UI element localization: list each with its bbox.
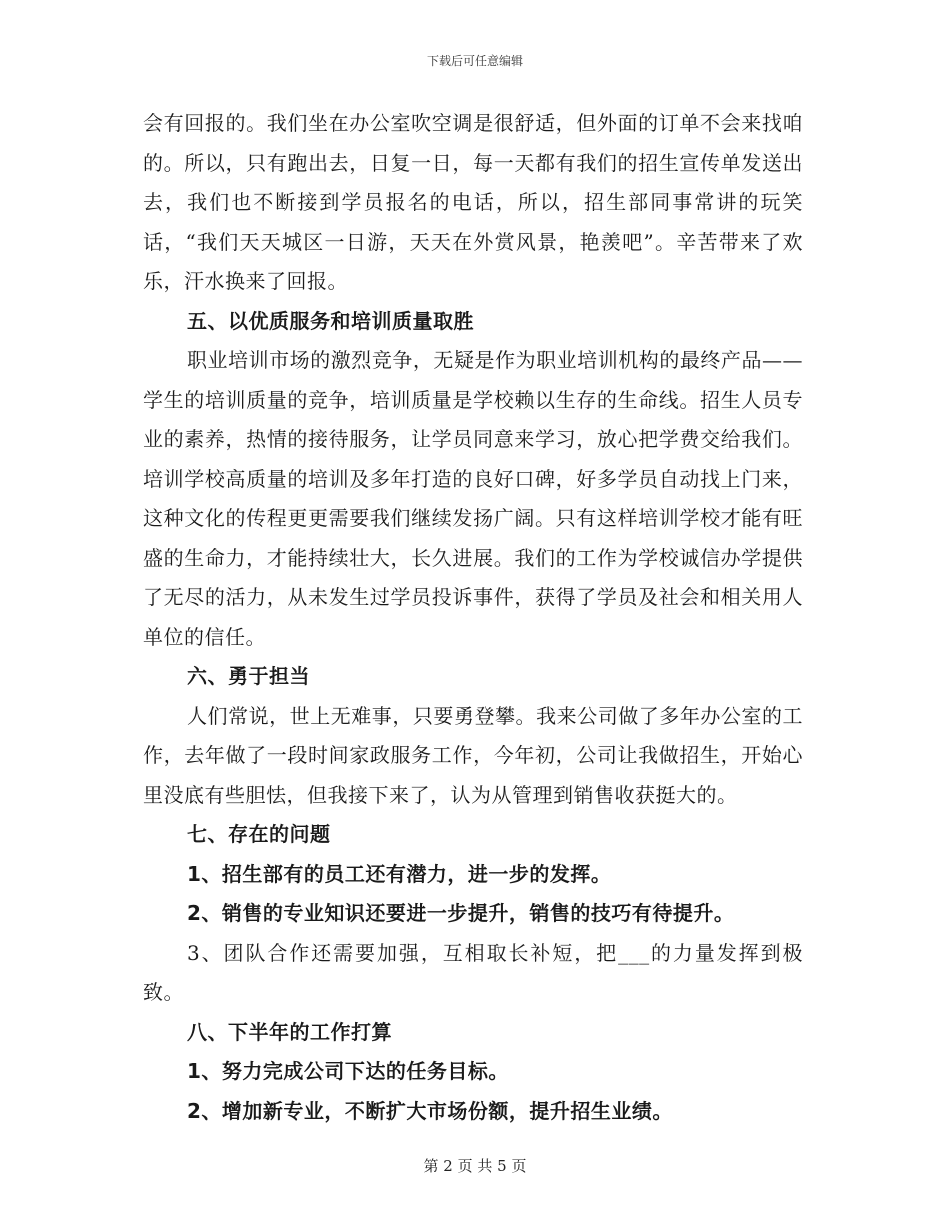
plan-item-1: 1、努力完成公司下达的任务目标。 xyxy=(187,1059,509,1083)
section-heading-6: 六、勇于担当 xyxy=(187,664,310,688)
section-heading-7: 七、存在的问题 xyxy=(187,822,331,846)
document-body xyxy=(143,104,803,1131)
plan-item-2: 2、增加新专业，不断扩大市场份额，提升招生业绩。 xyxy=(187,1098,673,1123)
problem-item-1: 1、招生部有的员工还有潜力，进一步的发挥。 xyxy=(187,861,612,886)
problem-item-2: 2、销售的专业知识还要进一步提升，销售的技巧有待提升。 xyxy=(187,901,735,925)
section-heading-5: 五、以优质服务和培训质量取胜 xyxy=(187,308,474,333)
page-header-note: 下载后可任意编辑 xyxy=(426,54,523,68)
problem-item-3: 3、团队合作还需要加强，互相取长补短，把___的力量发挥到极致。 xyxy=(143,940,803,1004)
section-heading-8: 八、下半年的工作打算 xyxy=(187,1019,392,1044)
paragraph-responsibility: 人们常说，世上无难事，只要勇登攀。我来公司做了多年办公室的工作，去年做了一段时间家政服务工作，今年初，公司让我做招生，开始心里没底有些胆怯，但我接下来了，认为从管理到销售收获挺大的。 xyxy=(143,703,803,807)
paragraph-continuation: 会有回报的。我们坐在办公室吹空调是很舒适，但外面的订单不会来找咱的。所以，只有跑出去，日复一日，每一天都有我们的招生宣传单发送出去，我们也不断接到学员报名的电话，所以，招生部同事常讲的玩笑话，“我们天天城区一日游，天天在外赏风景，艳羡吧”。辛苦带来了欢乐，汗水换来了回报。 xyxy=(143,111,803,293)
paragraph-training-quality: 职业培训市场的激烈竞争，无疑是作为职业培训机构的最终产品——学生的培训质量的竞争，培训质量是学校赖以生存的生命线。招生人员专业的素养，热情的接待服务，让学员同意来学习，放心把学费交给我们。培训学校高质量的培训及多年打造的良好口碑，好多学员自动找上门来，这种文化的传程更更需要我们继续发扬广阔。只有这样培训学校才能有旺盛的生命力，才能持续壮大，长久进展。我们的工作为学校诚信办学提供了无尽的活力，从未发生过学员投诉事件，获得了学员及社会和相关用人单位的信任。 xyxy=(143,348,803,649)
page-number-footer: 第 2 页 共 5 页 xyxy=(423,1157,527,1175)
